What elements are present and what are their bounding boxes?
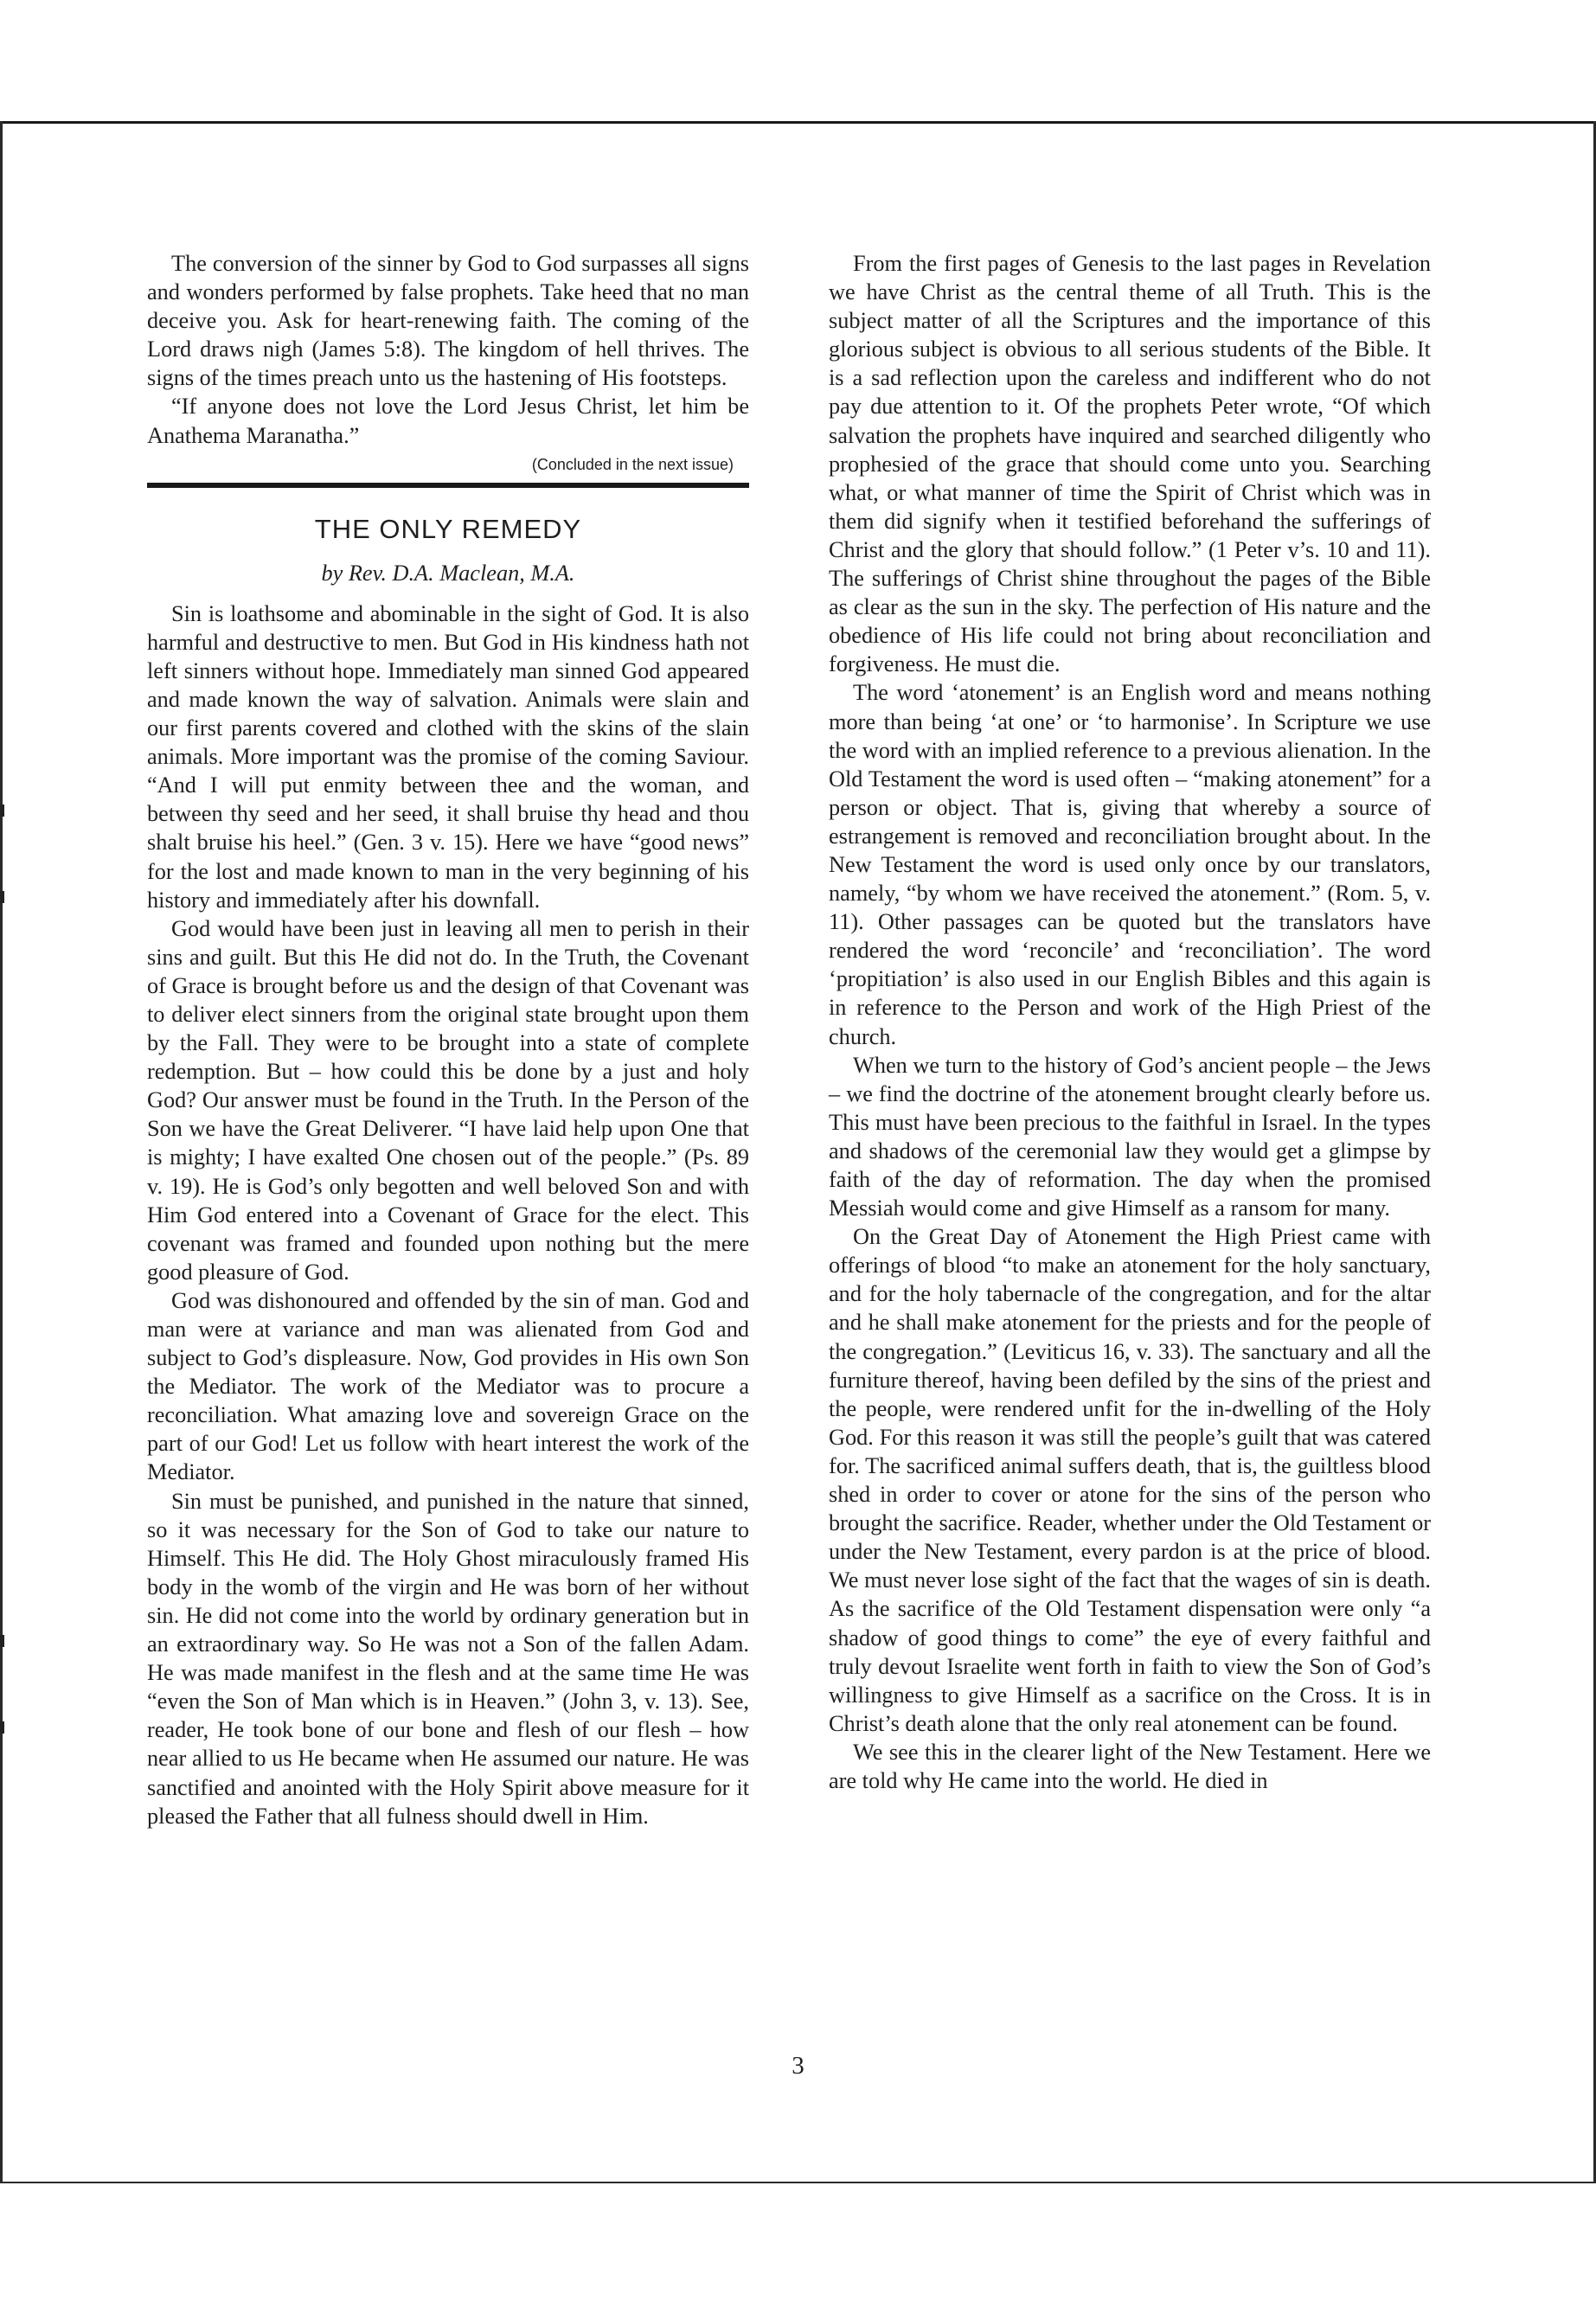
- section-divider: [147, 483, 749, 488]
- body-paragraph: From the first pages of Genesis to the last pages in Revelation we have Christ as the central theme of all Truth. This is the subject matter of all the Scriptures and the importance of this glorious subject is obvious to all serious students of the Bible. It is a sad reflection upon the careless and indifferent who do not pay due attention to it. Of the prophets Peter wrote, “Of which salvation the prophets have inquired and searched diligently who prophesied of the grace that should come unto you. Searching what, or what manner of time the Spirit of Christ which was in them did signify when it testified beforehand the sufferings of Christ and the glory that should follow.” (1 Peter v’s. 10 and 11). The sufferings of Christ shine throughout the pages of the Bible as clear as the sun in the sky. The perfection of His nature and the obedience of His life could not bring about reconciliation and forgiveness. He must die.: [829, 251, 1431, 677]
- binding-mark: [0, 1635, 4, 1647]
- left-column: [147, 249, 749, 1830]
- body-paragraph: When we turn to the history of God’s ancient people – the Jews – we find the doctrine of the atonement brought clearly before us. This must have been precious to the faithful in Israel. In the types and shadows of the ceremonial law they would get a glimpse by faith of the day of reformation. The day when the promised Messiah would come and give Himself as a ransom for many.: [829, 1052, 1431, 1221]
- intro-paragraph: “If anyone does not love the Lord Jesus Christ, let him be Anathema Maranatha.”: [147, 394, 749, 448]
- right-column: [829, 249, 1431, 1795]
- intro-paragraph: The conversion of the sinner by God to God surpasses all signs and wonders performed by false prophets. Take heed that no man deceive you. Ask for heart-renewing faith. The coming of the Lord draws nigh (James 5:8). The kingdom of hell thrives. The signs of the times preach unto us the hastening of His footsteps.: [147, 251, 749, 391]
- binding-mark: [0, 891, 4, 903]
- body-paragraph: The word ‘atonement’ is an English word and means nothing more than being ‘at one’ or ‘to harmonise’. In Scripture we use the word with an implied reference to a previous alienation. In the Old Testament the word is used often – “making atonement” for a person or object. That is, giving that whereby a source of estrangement is removed and reconciliation brought about. In the New Testament the word is used only once by our translators, namely, “by whom we have received the atonement.” (Rom. 5, v. 11). Other passages can be quoted but the translators have rendered the word ‘reconcile’ and ‘reconciliation’. The word ‘propitiation’ is also used in our English Bibles and this again is in reference to the Person and work of the High Priest of the church.: [829, 680, 1431, 1049]
- page-number: 3: [792, 2052, 804, 2080]
- article-byline: by Rev. D.A. Maclean, M.A.: [321, 560, 575, 586]
- body-paragraph: God was dishonoured and offended by the sin of man. God and man were at variance and man was alienated from God and subject to God’s displeasure. Now, God provides in His own Son the Mediator. The work of the Mediator was to procure a reconciliation. What amazing love and sovereign Grace on the part of our God! Let us follow with heart interest the work of the Mediator.: [147, 1287, 749, 1485]
- body-paragraph: Sin is loathsome and abominable in the sight of God. It is also harmful and destructive to men. But God in His kindness hath not left sinners without hope. Immediately man sinned God appeared and made known the way of salvation. Animals were slain and our first parents covered and clothed with the skins of the slain animals. More important was the promise of the coming Saviour. “And I will put enmity between thee and the woman, and between thy seed and her seed, it shall bruise thy head and thou shalt bruise his heel.” (Gen. 3 v. 15). Here we have “good news” for the lost and made known to man in the very beginning of his history and immediately after his downfall.: [147, 600, 749, 913]
- page-border-top: [0, 121, 1596, 124]
- body-paragraph: Sin must be punished, and punished in the nature that sinned, so it was necessary for the Son of God to take our nature to Himself. This He did. The Holy Ghost miraculously framed His body in the womb of the virgin and He was born of her without sin. He did not come into the world by ordinary generation but in an extraordinary way. So He was not a Son of the fallen Adam. He was made manifest in the flesh and at the same time He was “even the Son of Man which is in Heaven.” (John 3, v. 13). See, reader, He took bone of our bone and flesh of our flesh – how near allied to us He became when He assumed our nature. He was sanctified and anointed with the Holy Spirit above measure for it pleased the Father that all fulness should dwell in Him.: [147, 1488, 749, 1829]
- article-title: THE ONLY REMEDY: [314, 513, 582, 544]
- binding-mark: [0, 804, 4, 817]
- binding-mark: [0, 1721, 4, 1734]
- body-paragraph: On the Great Day of Atonement the High Priest came with offerings of blood “to make an atonement for the holy sanctuary, and for the holy tabernacle of the congregation, and for the altar and he shall make atonement for the priests and for the people of the congregation.” (Leviticus 16, v. 33). The sanctuary and all the furniture thereof, having been defiled by the sins of the priest and the people, were rendered unfit for the in-dwelling of the Holy God. For this reason it was still the people’s guilt that was catered for. The sacrificed animal suffers death, that is, the guiltless blood shed in order to cover or atone for the sins of the person who brought the sacrifice. Reader, whether under the Old Testament or under the New Testament, every pardon is at the price of blood. We must never lose sight of the fact that the wages of sin is death. As the sacrifice of the Old Testament dispensation were only “a shadow of good things to come” the eye of every faithful and truly devout Israelite went forth in faith to view the Son of God’s willingness to give Himself as a sacrifice on the Cross. It is in Christ’s death alone that the only real atonement can be found.: [829, 1224, 1431, 1736]
- body-paragraph: God would have been just in leaving all men to perish in their sins and guilt. But this He did not do. In the Truth, the Covenant of Grace is brought before us and the design of that Covenant was to deliver elect sinners from the original state brought upon them by the Fall. They were to be brought into a state of complete redemption. But – how could this be done by a just and holy God? Our answer must be found in the Truth. In the Person of the Son we have the Great Deliverer. “I have laid help upon One that is mighty; I have exalted One chosen out of the people.” (Ps. 89 v. 19). He is God’s only begotten and well beloved Son and with Him God entered into a Covenant of Grace for the elect. This covenant was framed and founded upon nothing but the mere good pleasure of God.: [147, 915, 749, 1285]
- concluded-note: (Concluded in the next issue): [531, 455, 734, 473]
- page-border-left: [0, 121, 3, 2183]
- body-paragraph: We see this in the clearer light of the New Testament. Here we are told why He came into the world. He died in: [829, 1739, 1431, 1793]
- page-border-bottom: [0, 2182, 1596, 2183]
